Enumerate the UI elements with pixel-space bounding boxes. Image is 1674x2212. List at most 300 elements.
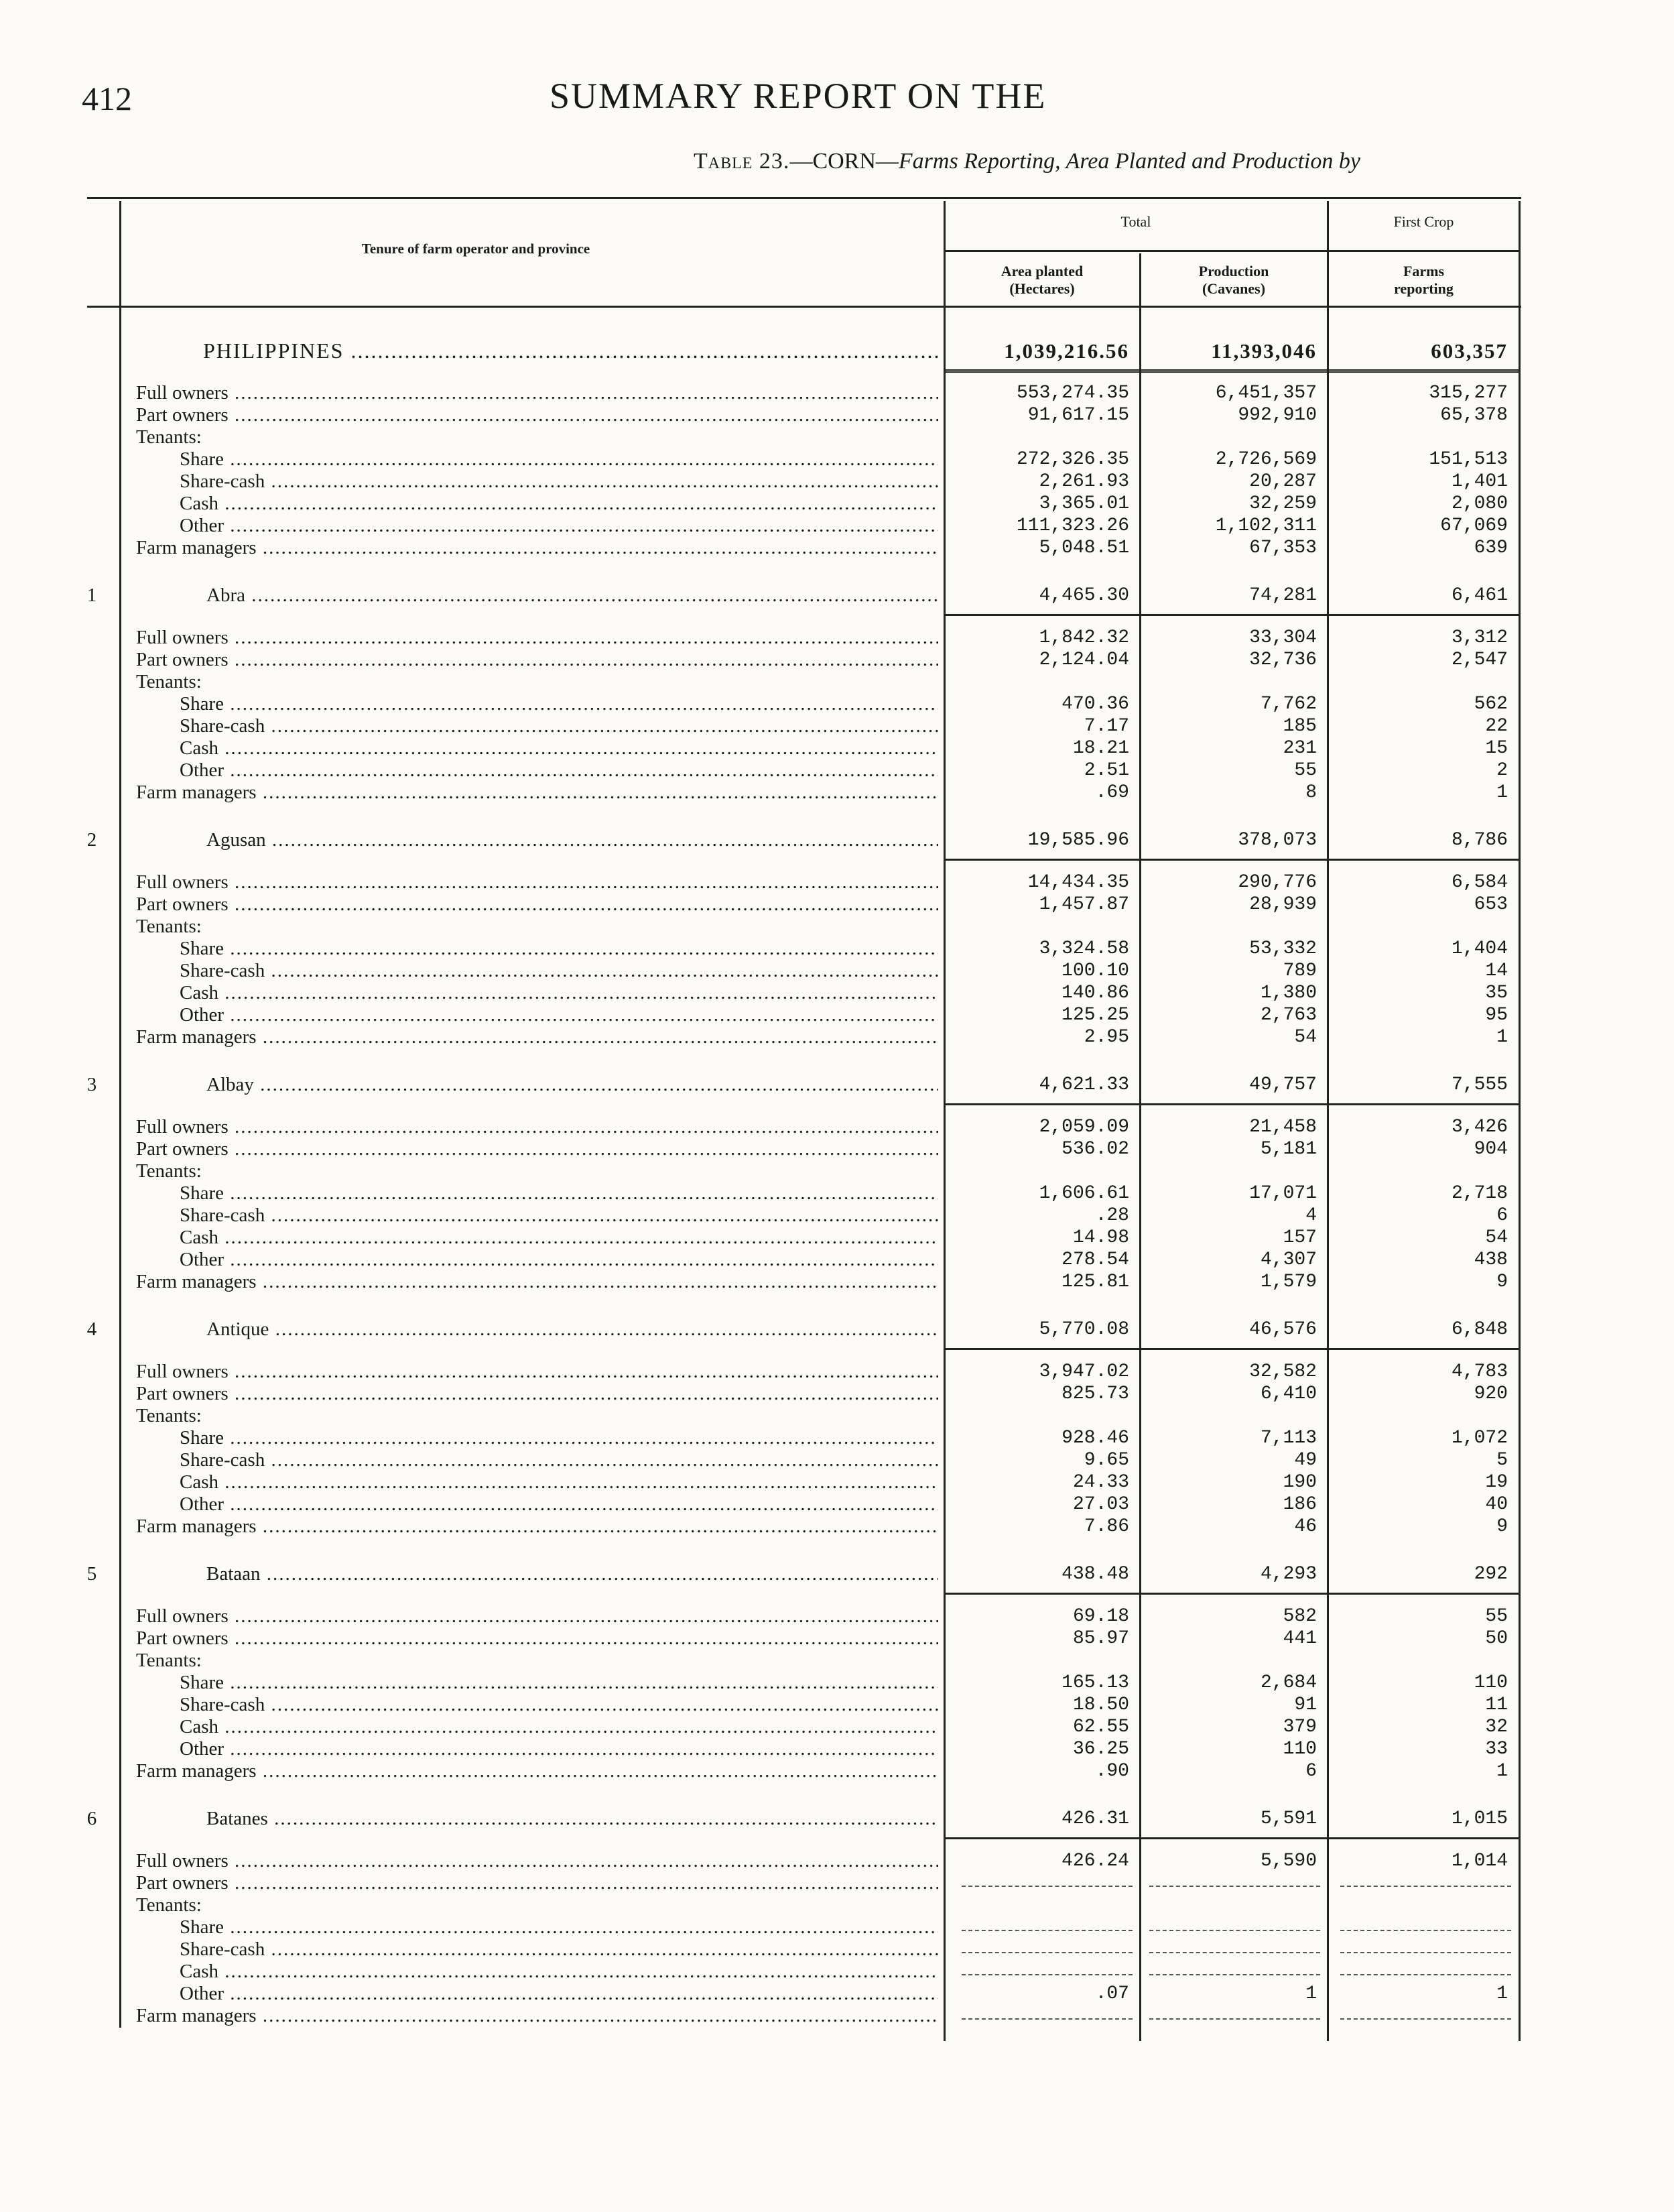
row-label: Share .....	[180, 1916, 938, 1939]
production-cell: 5,181	[1260, 1139, 1317, 1160]
farms-cell: 54	[1485, 1227, 1508, 1248]
production-cell: 46	[1294, 1516, 1317, 1537]
table-row	[0, 1493, 1674, 1516]
production-cell: 992,910	[1238, 405, 1317, 426]
table-row	[0, 1116, 1674, 1138]
area-cell: 18.50	[1072, 1695, 1129, 1715]
production-cell: 6	[1305, 1761, 1317, 1782]
row-label: Farm managers .....	[136, 1271, 938, 1293]
area-cell: 91,617.15	[1027, 405, 1129, 426]
production-cell: 20,287	[1249, 471, 1317, 492]
area-header-unit: (Hectares)	[1009, 280, 1075, 297]
production-cell: 5,591	[1260, 1808, 1317, 1829]
row-label: Farm managers .....	[136, 537, 938, 559]
area-cell: 18.21	[1072, 738, 1129, 759]
table-row	[0, 1449, 1674, 1471]
production-cell: 5,590	[1260, 1851, 1317, 1871]
row-label: Full owners .....	[136, 1850, 938, 1872]
table-row	[0, 982, 1674, 1004]
production-cell: 32,259	[1249, 493, 1317, 514]
farms-cell: 50	[1485, 1628, 1508, 1649]
row-label: Tenants:	[136, 671, 202, 692]
area-cell: 140.86	[1061, 983, 1129, 1003]
farms-cell: 8,786	[1451, 830, 1508, 851]
row-label: Farm managers .....	[136, 2005, 938, 2027]
table-row	[0, 1894, 1674, 1916]
row-label: Cash .....	[180, 1716, 938, 1738]
farms-cell: 1	[1496, 1761, 1508, 1782]
area-cell: 69.18	[1072, 1606, 1129, 1627]
farms-cell: 3,426	[1451, 1117, 1508, 1138]
area-cell: .28	[1095, 1205, 1129, 1226]
row-number: 5	[86, 1563, 97, 1585]
table-row	[0, 960, 1674, 982]
area-cell: 4,465.30	[1039, 585, 1129, 606]
farms-header-label: Farms	[1403, 263, 1445, 280]
area-cell	[962, 1872, 1133, 1887]
table-row	[0, 493, 1674, 515]
area-cell: 85.97	[1072, 1628, 1129, 1649]
production-cell	[1149, 2005, 1320, 2020]
table-row	[0, 1160, 1674, 1182]
table-row	[0, 1939, 1674, 1961]
farms-cell: 110	[1474, 1672, 1508, 1693]
area-cell: 825.73	[1061, 1384, 1129, 1404]
farms-cell: 1,014	[1451, 1851, 1508, 1871]
area-cell: 426.31	[1061, 1808, 1129, 1829]
production-cell: 190	[1283, 1472, 1317, 1493]
table-row	[0, 2005, 1674, 2027]
production-cell: 32,736	[1249, 650, 1317, 670]
table-row	[0, 1182, 1674, 1205]
table-row	[0, 515, 1674, 537]
production-cell: 110	[1283, 1739, 1317, 1760]
production-header-unit: (Cavanes)	[1202, 280, 1266, 297]
page-number: 412	[82, 80, 132, 117]
table-row	[0, 693, 1674, 715]
production-cell: 8	[1305, 782, 1317, 803]
page-title: SUMMARY REPORT ON THE	[550, 76, 1047, 116]
farms-cell: 1	[1496, 782, 1508, 803]
table-row-header	[0, 1808, 1674, 1830]
area-cell: .07	[1095, 1983, 1129, 2004]
row-label: Part owners .....	[136, 1627, 938, 1650]
production-cell: 2,726,569	[1215, 449, 1317, 470]
production-cell: 2,763	[1260, 1005, 1317, 1026]
area-cell: 928.46	[1061, 1428, 1129, 1449]
farms-cell: 315,277	[1429, 383, 1508, 404]
farms-cell: 9	[1496, 1516, 1508, 1537]
row-label: Abra .....	[206, 585, 938, 607]
row-number: 2	[86, 829, 97, 851]
row-label: Share-cash .....	[180, 1449, 938, 1471]
row-label: Cash .....	[180, 1961, 938, 1983]
production-cell: 53,332	[1249, 938, 1317, 959]
production-cell: 91	[1294, 1695, 1317, 1715]
row-label: Share .....	[180, 1672, 938, 1694]
farms-cell: 9	[1496, 1272, 1508, 1292]
row-label: Other .....	[180, 759, 938, 782]
area-cell: 553,274.35	[1016, 383, 1129, 404]
production-cell: 1,102,311	[1215, 515, 1317, 536]
table-row-header	[0, 340, 1674, 362]
row-label: Other .....	[180, 1983, 938, 2005]
table-row	[0, 1026, 1674, 1048]
row-number: 4	[86, 1318, 97, 1340]
row-label: Tenants:	[136, 1650, 202, 1671]
farms-cell: 6,461	[1451, 585, 1508, 606]
area-cell: 111,323.26	[1016, 515, 1129, 536]
table-row	[0, 1205, 1674, 1227]
farms-cell: 2,547	[1451, 650, 1508, 670]
row-label: Share-cash .....	[180, 715, 938, 737]
table-row	[0, 1650, 1674, 1672]
table-caption: Farms Reporting, Area Planted and Production by	[898, 149, 1360, 174]
row-label: Full owners .....	[136, 1116, 938, 1138]
area-cell: 62.55	[1072, 1717, 1129, 1737]
table-row	[0, 1271, 1674, 1293]
farms-cell: 3,312	[1451, 627, 1508, 648]
table-row	[0, 782, 1674, 804]
area-cell: 4,621.33	[1039, 1074, 1129, 1095]
area-cell: 7.86	[1084, 1516, 1129, 1537]
area-cell: 165.13	[1061, 1672, 1129, 1693]
table-row	[0, 1004, 1674, 1026]
farms-cell: 22	[1485, 716, 1508, 737]
production-cell: 55	[1294, 760, 1317, 781]
production-cell: 46,576	[1249, 1319, 1317, 1340]
table-row	[0, 1738, 1674, 1760]
production-cell: 379	[1283, 1717, 1317, 1737]
production-cell: 4,293	[1260, 1564, 1317, 1585]
farms-cell: 65,378	[1440, 405, 1508, 426]
area-cell: 272,326.35	[1016, 449, 1129, 470]
area-cell: 1,039,216.56	[1004, 339, 1129, 363]
row-number: 6	[86, 1808, 97, 1829]
table-row	[0, 715, 1674, 737]
row-label: Full owners .....	[136, 1605, 938, 1627]
production-cell: 186	[1283, 1494, 1317, 1515]
area-cell: 536.02	[1061, 1139, 1129, 1160]
table-row	[0, 1249, 1674, 1271]
area-cell: 125.81	[1061, 1272, 1129, 1292]
row-label: Farm managers .....	[136, 1760, 938, 1782]
farms-cell: 6	[1496, 1205, 1508, 1226]
row-label: Antique .....	[206, 1318, 938, 1341]
row-label: Share-cash .....	[180, 1205, 938, 1227]
row-label: Tenants:	[136, 426, 202, 448]
area-cell: 2.95	[1084, 1027, 1129, 1048]
table-row	[0, 1760, 1674, 1782]
farms-cell: 40	[1485, 1494, 1508, 1515]
total-underline	[944, 614, 1519, 616]
production-cell: 49,757	[1249, 1074, 1317, 1095]
farms-cell: 1,015	[1451, 1808, 1508, 1829]
row-label: Part owners .....	[136, 404, 938, 426]
table-row-header	[0, 1563, 1674, 1585]
production-cell: 74,281	[1249, 585, 1317, 606]
production-cell: 6,410	[1260, 1384, 1317, 1404]
area-cell: 2,261.93	[1039, 471, 1129, 492]
row-label: Share-cash .....	[180, 1939, 938, 1961]
production-cell: 2,684	[1260, 1672, 1317, 1693]
area-cell: .90	[1095, 1761, 1129, 1782]
farms-cell: 5	[1496, 1450, 1508, 1471]
production-cell: 1,579	[1260, 1272, 1317, 1292]
farms-cell: 603,357	[1431, 339, 1508, 363]
production-cell: 1	[1305, 1983, 1317, 2004]
farms-cell: 7,555	[1451, 1074, 1508, 1095]
total-underline	[944, 1103, 1519, 1105]
area-cell: 1,457.87	[1039, 894, 1129, 915]
table-row	[0, 1227, 1674, 1249]
production-cell: 4,307	[1260, 1249, 1317, 1270]
row-label: Part owners .....	[136, 1872, 938, 1894]
production-cell: 21,458	[1249, 1117, 1317, 1138]
farms-cell: 67,069	[1440, 515, 1508, 536]
production-cell: 1,380	[1260, 983, 1317, 1003]
farms-cell: 904	[1474, 1139, 1508, 1160]
row-label: Cash .....	[180, 493, 938, 515]
row-label: Farm managers .....	[136, 1516, 938, 1538]
farms-cell	[1340, 1916, 1511, 1931]
total-underline	[944, 1348, 1519, 1350]
farms-cell: 2,718	[1451, 1183, 1508, 1204]
area-cell: 24.33	[1072, 1472, 1129, 1493]
production-cell: 378,073	[1238, 830, 1317, 851]
farms-cell: 1,072	[1451, 1428, 1508, 1449]
area-cell: 5,770.08	[1039, 1319, 1129, 1340]
table-row	[0, 1427, 1674, 1449]
area-cell: 36.25	[1072, 1739, 1129, 1760]
row-label: Cash .....	[180, 982, 938, 1004]
area-cell	[962, 1961, 1133, 1975]
production-cell: 54	[1294, 1027, 1317, 1048]
table-row	[0, 1716, 1674, 1738]
table-row	[0, 404, 1674, 426]
production-cell: 11,393,046	[1211, 339, 1317, 363]
row-label: Share-cash .....	[180, 960, 938, 982]
table-row	[0, 537, 1674, 559]
table-row	[0, 737, 1674, 759]
area-cell: 19,585.96	[1027, 830, 1129, 851]
farms-cell: 2	[1496, 760, 1508, 781]
farms-cell: 1	[1496, 1983, 1508, 2004]
row-label: Other .....	[180, 1249, 938, 1271]
area-cell: 3,947.02	[1039, 1361, 1129, 1382]
total-underline	[944, 1593, 1519, 1595]
area-cell: 1,606.61	[1039, 1183, 1129, 1204]
farms-cell	[1340, 1961, 1511, 1975]
row-label: Bataan .....	[206, 1563, 938, 1585]
farms-cell: 35	[1485, 983, 1508, 1003]
area-cell: 9.65	[1084, 1450, 1129, 1471]
area-cell: 27.03	[1072, 1494, 1129, 1515]
area-cell	[962, 1939, 1133, 1953]
row-label: Full owners .....	[136, 627, 938, 649]
production-cell: 157	[1283, 1227, 1317, 1248]
farms-cell: 639	[1474, 538, 1508, 558]
production-cell: 7,113	[1260, 1428, 1317, 1449]
row-label: Share .....	[180, 1427, 938, 1449]
farms-cell: 1,401	[1451, 471, 1508, 492]
row-label: Albay .....	[206, 1074, 938, 1096]
row-number: 3	[86, 1074, 97, 1095]
row-number: 1	[86, 585, 97, 606]
farms-cell: 438	[1474, 1249, 1508, 1270]
farms-header-sub: reporting	[1394, 280, 1454, 297]
row-label: Full owners .....	[136, 871, 938, 894]
table-row	[0, 1471, 1674, 1493]
farms-cell: 95	[1485, 1005, 1508, 1026]
farms-cell: 1	[1496, 1027, 1508, 1048]
farms-cell: 33	[1485, 1739, 1508, 1760]
row-label: Cash .....	[180, 1227, 938, 1249]
row-label: Agusan .....	[206, 829, 938, 851]
row-label: Full owners .....	[136, 1361, 938, 1383]
area-cell: 426.24	[1061, 1851, 1129, 1871]
area-cell: 3,365.01	[1039, 493, 1129, 514]
area-cell: 14,434.35	[1027, 872, 1129, 893]
production-header-label: Production	[1198, 263, 1269, 280]
production-cell: 290,776	[1238, 872, 1317, 893]
farms-cell: 6,584	[1451, 872, 1508, 893]
table-row	[0, 1627, 1674, 1650]
table-row	[0, 1850, 1674, 1872]
farms-cell: 19	[1485, 1472, 1508, 1493]
production-cell: 32,582	[1249, 1361, 1317, 1382]
area-cell: 14.98	[1072, 1227, 1129, 1248]
table-row	[0, 1983, 1674, 2005]
farms-cell	[1340, 2005, 1511, 2020]
area-cell: 100.10	[1061, 961, 1129, 981]
table-row-header	[0, 1074, 1674, 1096]
area-cell: 1,842.32	[1039, 627, 1129, 648]
farms-cell: 11	[1485, 1695, 1508, 1715]
row-label: Tenants:	[136, 1405, 202, 1426]
production-cell: 7,762	[1260, 694, 1317, 715]
production-cell: 441	[1283, 1628, 1317, 1649]
table-row	[0, 894, 1674, 916]
total-underline	[944, 1837, 1519, 1839]
row-label: Farm managers .....	[136, 1026, 938, 1048]
production-cell: 17,071	[1249, 1183, 1317, 1204]
row-label: Part owners .....	[136, 649, 938, 671]
production-cell: 789	[1283, 961, 1317, 981]
production-cell	[1149, 1939, 1320, 1953]
table-row	[0, 871, 1674, 894]
row-label: Share .....	[180, 1182, 938, 1205]
row-label: Tenants:	[136, 1160, 202, 1182]
production-cell: 231	[1283, 738, 1317, 759]
total-underline	[944, 859, 1519, 861]
table-row	[0, 1605, 1674, 1627]
farms-cell: 920	[1474, 1384, 1508, 1404]
area-header-label: Area planted	[1001, 263, 1084, 280]
row-label: Share .....	[180, 938, 938, 960]
production-cell	[1149, 1916, 1320, 1931]
farms-cell: 32	[1485, 1717, 1508, 1737]
row-label: PHILIPPINES .....	[203, 340, 938, 362]
first-crop-header: First Crop	[1393, 213, 1454, 230]
table-label: Table 23.	[694, 149, 790, 174]
area-cell	[962, 2005, 1133, 2020]
row-label: Farm managers .....	[136, 782, 938, 804]
farms-cell: 2,080	[1451, 493, 1508, 514]
row-label: Batanes .....	[206, 1808, 938, 1830]
area-cell: 7.17	[1084, 716, 1129, 737]
row-label: Share .....	[180, 448, 938, 471]
production-cell: 67,353	[1249, 538, 1317, 558]
farms-cell	[1340, 1939, 1511, 1953]
farms-cell: 562	[1474, 694, 1508, 715]
production-cell: 185	[1283, 716, 1317, 737]
row-label: Cash .....	[180, 737, 938, 759]
farms-cell: 6,848	[1451, 1319, 1508, 1340]
stub-header: Tenure of farm operator and province	[361, 241, 590, 257]
farms-cell: 1,404	[1451, 938, 1508, 959]
row-label: Part owners .....	[136, 1138, 938, 1160]
table-row	[0, 1694, 1674, 1716]
table-row	[0, 1361, 1674, 1383]
farms-cell: 653	[1474, 894, 1508, 915]
row-label: Share-cash .....	[180, 1694, 938, 1716]
farms-cell: 151,513	[1429, 449, 1508, 470]
table-row	[0, 627, 1674, 649]
table-row	[0, 1916, 1674, 1939]
farms-cell: 14	[1485, 961, 1508, 981]
farms-cell: 55	[1485, 1606, 1508, 1627]
production-cell: 6,451,357	[1215, 383, 1317, 404]
production-cell: 582	[1283, 1606, 1317, 1627]
row-label: Share .....	[180, 693, 938, 715]
production-cell: 4	[1305, 1205, 1317, 1226]
production-cell	[1149, 1961, 1320, 1975]
table-row	[0, 448, 1674, 471]
area-cell: 2,124.04	[1039, 650, 1129, 670]
area-cell: 2.51	[1084, 760, 1129, 781]
table-row	[0, 759, 1674, 782]
farms-cell: 292	[1474, 1564, 1508, 1585]
production-cell: 33,304	[1249, 627, 1317, 648]
table-row	[0, 382, 1674, 404]
production-cell: 49	[1294, 1450, 1317, 1471]
table-crop: —CORN—	[789, 149, 899, 174]
table-row	[0, 426, 1674, 448]
table-row	[0, 649, 1674, 671]
table-row	[0, 1672, 1674, 1694]
table-row	[0, 1872, 1674, 1894]
table-row-header	[0, 585, 1674, 607]
row-label: Full owners .....	[136, 382, 938, 404]
row-label: Cash .....	[180, 1471, 938, 1493]
table-row	[0, 1383, 1674, 1405]
table-row	[0, 1516, 1674, 1538]
row-label: Tenants:	[136, 1894, 202, 1916]
total-header: Total	[1120, 213, 1151, 230]
row-label: Other .....	[180, 1004, 938, 1026]
area-cell: 438.48	[1061, 1564, 1129, 1585]
row-label: Other .....	[180, 1493, 938, 1516]
farms-cell: 4,783	[1451, 1361, 1508, 1382]
farms-cell: 15	[1485, 738, 1508, 759]
table-row	[0, 1405, 1674, 1427]
farms-cell	[1340, 1872, 1511, 1887]
table-row-header	[0, 829, 1674, 851]
area-cell: 2,059.09	[1039, 1117, 1129, 1138]
table-row-header	[0, 1318, 1674, 1341]
table-row	[0, 916, 1674, 938]
